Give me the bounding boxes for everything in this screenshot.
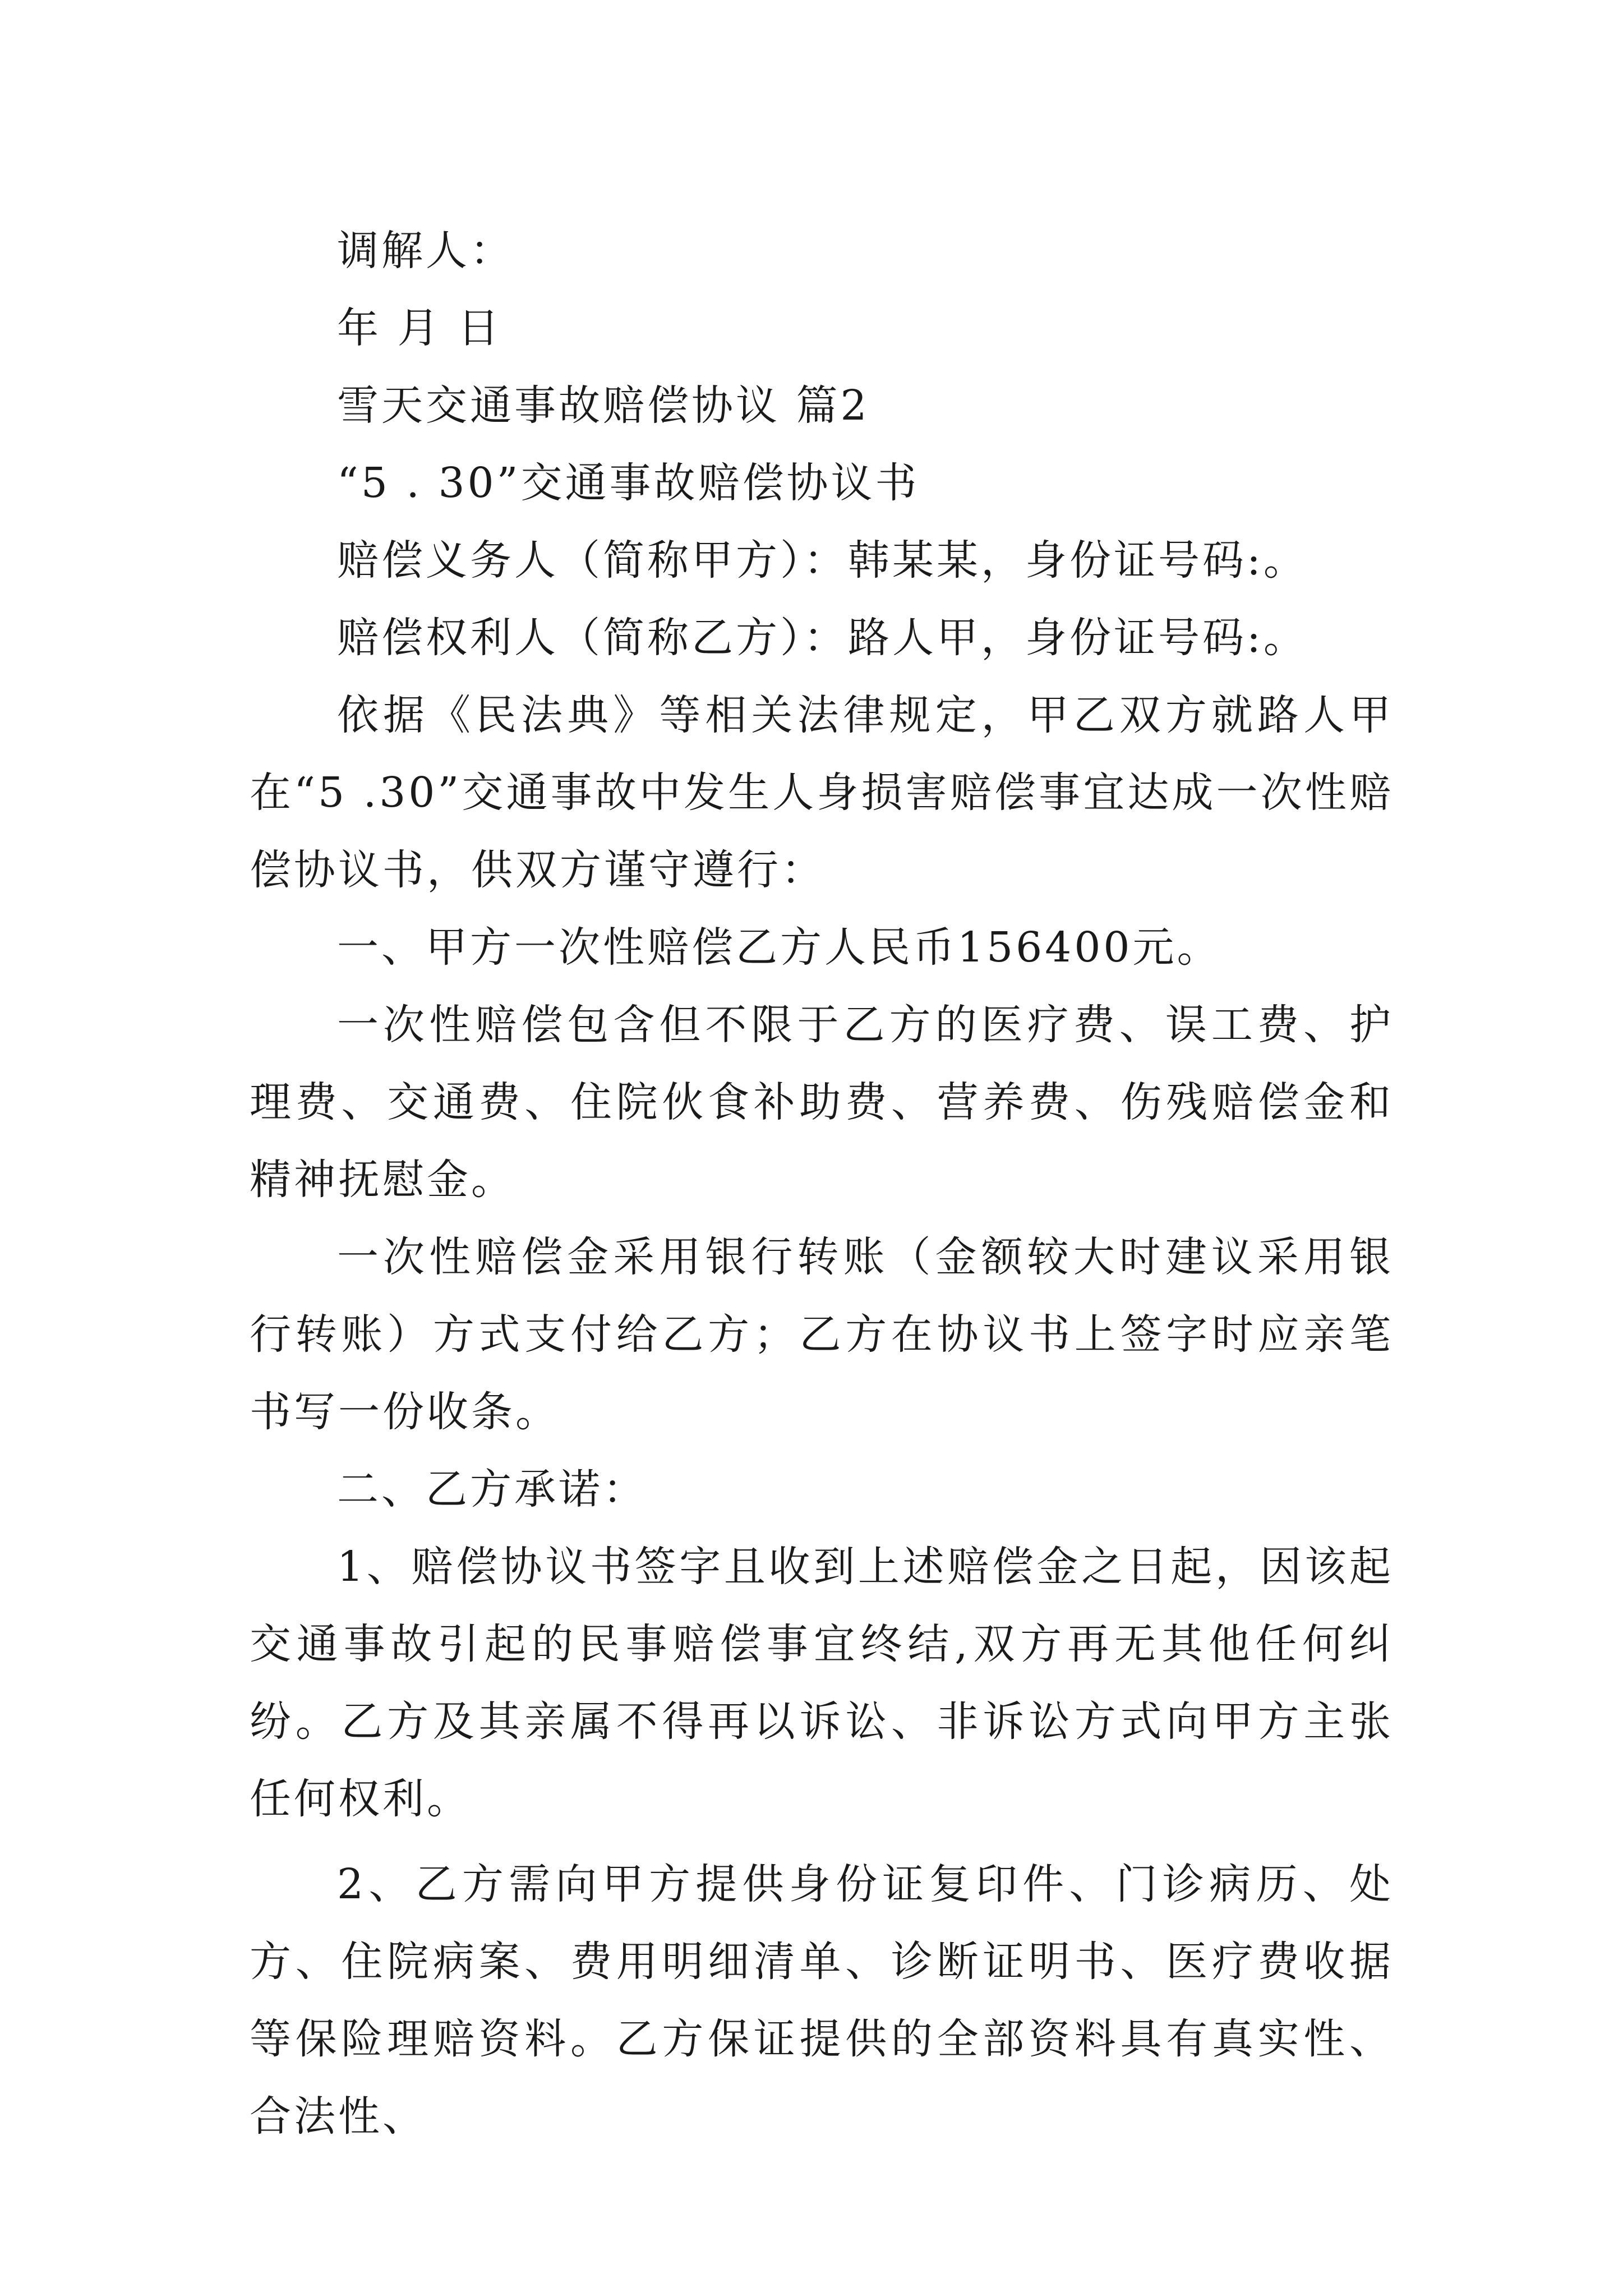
mediator-line: 调解人： [337,227,514,275]
clause-2-item-1: 1、赔偿协议书签字且收到上述赔偿金之日起，因该起交通事故引起的民事赔偿事宜终结,双方再无其他任何纠纷。乙方及其亲属不得再以诉讼、非诉讼方式向甲方主张任何权利。 [250,1543,1394,1823]
document-body [250,212,1394,2155]
intro-paragraph: 依据《民法典》等相关法律规定，甲乙双方就路人甲在“5 .30”交通事故中发生人身损害赔偿事宜达成一次性赔偿协议书，供双方谨守遵行： [250,691,1394,894]
clause-1: 一、甲方一次性赔偿乙方人民币156400元。 [337,923,1221,972]
party-b-line: 赔偿权利人（简称乙方）：路人甲，身份证号码:。 [337,614,1308,662]
date-line: 年 月 日 [337,304,502,352]
party-a-line: 赔偿义务人（简称甲方）：韩某某，身份证号码:。 [337,536,1308,585]
clause-1-payment: 一次性赔偿金采用银行转账（金额较大时建议采用银行转账）方式支付给乙方；乙方在协议书上签字时应亲笔书写一份收条。 [250,1233,1394,1436]
clause-2-heading: 二、乙方承诺： [337,1465,647,1513]
clause-2-item-2: 2、乙方需向甲方提供身份证复印件、门诊病历、处方、住院病案、费用明细清单、诊断证明书、医疗费收据等保险理赔资料。乙方保证提供的全部资料具有真实性、合法性、 [250,1860,1394,2141]
agreement-title: “5 . 30”交通事故赔偿协议书 [337,459,920,507]
section-title: 雪天交通事故赔偿协议 篇2 [337,381,870,430]
clause-1-scope: 一次性赔偿包含但不限于乙方的医疗费、误工费、护理费、交通费、住院伙食补助费、营养费、伤残赔偿金和精神抚慰金。 [250,1001,1394,1204]
